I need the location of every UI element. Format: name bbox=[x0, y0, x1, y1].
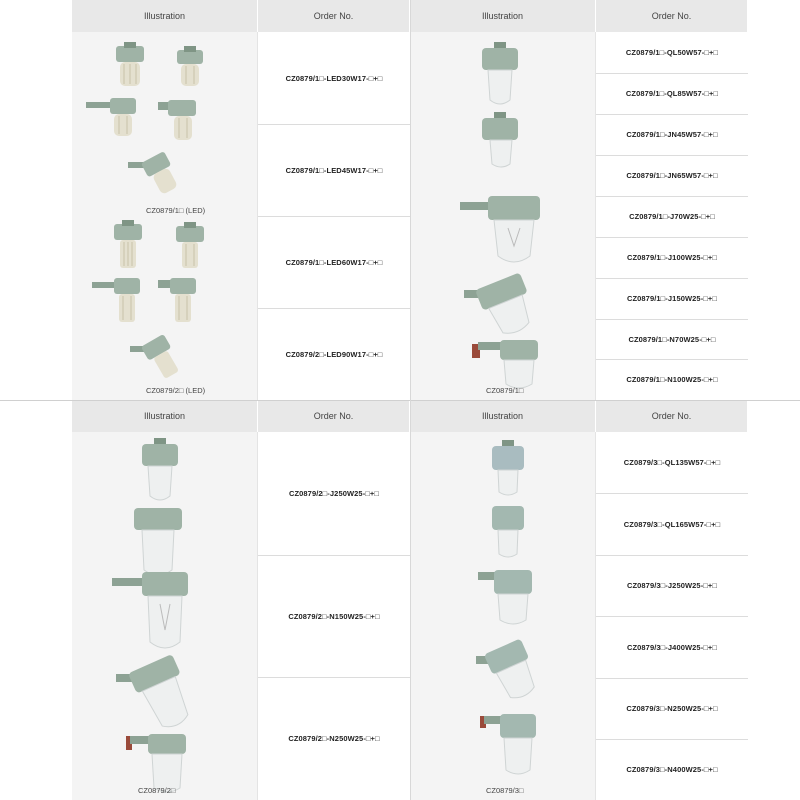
caption-cz0879-3: CZ0879/3□ bbox=[486, 786, 524, 795]
illustration-column bbox=[72, 32, 258, 400]
led-lamp-image bbox=[86, 96, 148, 138]
order-cell: CZ0879/1□-J100W25-□+□ bbox=[596, 237, 748, 279]
order-cell: CZ0879/1□-LED60W17-□+□ bbox=[258, 216, 410, 309]
lamp-image bbox=[464, 272, 546, 336]
caption-cz0879-2-visible: CZ0879/2□ bbox=[138, 786, 176, 795]
lamp-image bbox=[116, 654, 202, 734]
led-lamp-image bbox=[172, 46, 208, 90]
caption-cz0879-1: CZ0879/1□ bbox=[486, 386, 524, 395]
order-cell: CZ0879/1□-JN45W57-□+□ bbox=[596, 114, 748, 156]
order-cell: CZ0879/1□-J70W25-□+□ bbox=[596, 196, 748, 238]
horizontal-divider bbox=[0, 400, 800, 401]
lamp-image bbox=[130, 506, 186, 580]
lamp-image bbox=[488, 440, 528, 498]
header-order-no: Order No. bbox=[596, 400, 748, 432]
order-cell: CZ0879/1□-N100W25-□+□ bbox=[626, 375, 718, 384]
header-illustration: Illustration bbox=[72, 400, 258, 432]
order-cell: CZ0879/3□-N400W25-□+□ bbox=[626, 765, 718, 774]
order-column bbox=[258, 32, 410, 400]
order-cell: CZ0879/1□-J150W25-□+□ bbox=[596, 278, 748, 320]
lamp-image bbox=[112, 570, 204, 656]
led-lamp-image bbox=[92, 276, 148, 324]
vertical-divider bbox=[410, 0, 411, 800]
led-lamp-image bbox=[170, 222, 210, 270]
illustration-column bbox=[410, 32, 596, 400]
panel-cz0879-3 bbox=[410, 400, 800, 800]
lamp-image bbox=[476, 42, 524, 108]
lamp-image bbox=[476, 112, 526, 172]
order-column bbox=[258, 432, 410, 800]
order-cell: CZ0879/3□-N250W25-□+□ bbox=[596, 678, 748, 740]
order-cell: CZ0879/2□-LED90W17-□+□ bbox=[285, 349, 383, 359]
order-cell: CZ0879/3□-J250W25-□+□ bbox=[596, 555, 748, 617]
illustration-column bbox=[72, 432, 258, 800]
order-cell: CZ0879/2□-N150W25-□+□ bbox=[258, 555, 410, 678]
panel-led bbox=[0, 0, 410, 400]
lamp-image bbox=[478, 568, 540, 630]
order-column bbox=[596, 32, 748, 400]
header-order-no: Order No. bbox=[258, 0, 410, 32]
order-cell: CZ0879/1□-QL50W57-□+□ bbox=[596, 32, 748, 74]
led-lamp-image bbox=[108, 220, 148, 270]
panel-cz0879-2 bbox=[0, 400, 410, 800]
order-cell: CZ0879/3□-QL165W57-□+□ bbox=[596, 493, 748, 556]
caption-led-1: CZ0879/1□ (LED) bbox=[146, 206, 206, 215]
header-illustration: Illustration bbox=[410, 400, 596, 432]
lamp-image bbox=[460, 192, 552, 268]
order-cell: CZ0879/1□-LED45W17-□+□ bbox=[258, 124, 410, 217]
header-illustration: Illustration bbox=[410, 0, 596, 32]
order-cell: CZ0879/1□-QL85W57-□+□ bbox=[596, 73, 748, 115]
led-lamp-image bbox=[130, 332, 186, 380]
order-cell: CZ0879/1□-JN65W57-□+□ bbox=[596, 155, 748, 197]
order-cell: CZ0879/2□-N250W25-□+□ bbox=[288, 734, 380, 743]
header-illustration: Illustration bbox=[72, 0, 258, 32]
header-order-no: Order No. bbox=[596, 0, 748, 32]
illustration-column bbox=[410, 432, 596, 800]
panel-cz0879-1 bbox=[410, 0, 800, 400]
lamp-image bbox=[488, 504, 528, 562]
lamp-image bbox=[476, 636, 542, 704]
led-lamp-image bbox=[158, 98, 208, 142]
led-lamp-image bbox=[128, 150, 184, 198]
lamp-image bbox=[480, 712, 542, 780]
order-cell: CZ0879/1□-N70W25-□+□ bbox=[596, 319, 748, 360]
order-cell: CZ0879/3□-QL135W57-□+□ bbox=[596, 432, 748, 494]
led-lamp-image bbox=[158, 276, 208, 326]
order-column bbox=[596, 432, 748, 800]
order-cell: CZ0879/3□-J400W25-□+□ bbox=[596, 616, 748, 679]
order-cell: CZ0879/1□-LED30W17-□+□ bbox=[258, 32, 410, 125]
order-cell: CZ0879/2□-J250W25-□+□ bbox=[258, 432, 410, 556]
caption-led-2: CZ0879/2□ (LED) bbox=[146, 386, 206, 395]
header-order-no: Order No. bbox=[258, 400, 410, 432]
lamp-image bbox=[136, 438, 184, 504]
led-lamp-image bbox=[110, 42, 150, 90]
